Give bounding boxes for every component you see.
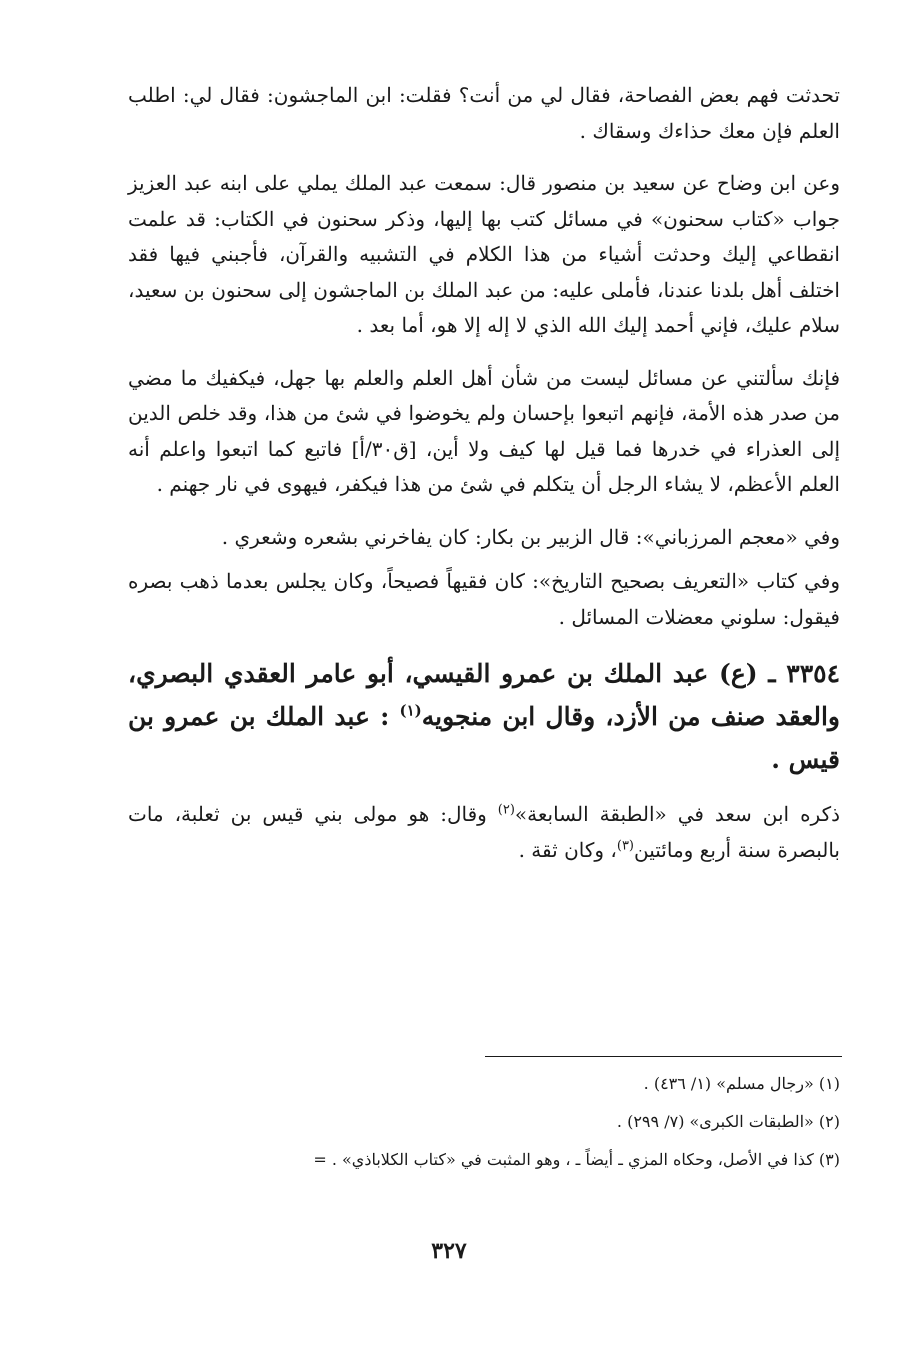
entry-text-part-3: ، وكان ثقة . xyxy=(518,837,617,862)
entry-text-part-2: وقال: هو مولى بني قيس بن ثعلبة، مات بالبصرة سنة أربع ومائتين xyxy=(128,802,840,862)
entry-heading-tail: : عبد الملك بن عمرو بن قيس . xyxy=(128,702,840,774)
footnote-2: (٢) «الطبقات الكبرى» (٧/ ٢٩٩) . xyxy=(616,1112,840,1131)
footnote-ref-1: (١) xyxy=(399,701,422,720)
footnote-3: (٣) كذا في الأصل، وحكاه المزي ـ أيضاً ـ ، وهو المثبت في «كتاب الكلاباذي» . = xyxy=(313,1150,840,1169)
body-paragraph-2: وعن ابن وضاح عن سعيد بن منصور قال: سمعت عبد الملك يملي على ابنه عبد العزيز جواب «كتاب سحنون» في مسائل كتب بها إليها، وذكر سحنون في الكتاب: قد علمت انقطاعي إليك وحدثت أشياء من هذا الكلام في التشبيه والقرآن، فأجبني فيها فقد اختلف أهل بلدنا عندنا، فأملى عليه: من عبد الملك بن الماجشون إلى سحنون بن سعيد، سلام عليك، فإني أحمد إليك الله الذي لا إله إلا هو، أما بعد . xyxy=(128,171,840,337)
body-paragraph-3: فإنك سألتني عن مسائل ليست من شأن أهل العلم والعلم بها جهل، فيكفيك ما مضي من صدر هذه الأمة، فإنهم اتبعوا بإحسان ولم يخوضوا في شئ من هذا، وقد خلص الدين إلى العذراء في خدرها فما قيل لها كيف ولا أين، [ق٣٠/أ] فاتبع كما اتبعوا واعلم أنه العلم الأعظم، لا يشاء الرجل أن يتكلم في شئ من هذا فيكفر، فيهوى في نار جهنم . xyxy=(128,365,841,496)
entry-text-part-1: ذكره ابن سعد في «الطبقة السابعة» xyxy=(514,802,841,826)
entry-heading xyxy=(128,652,840,781)
body-paragraph-1: تحدثت فهم بعض الفصاحة، فقال لي من أنت؟ فقلت: ابن الماجشون: فقال لي: اطلب العلم فإن معك حذاءك وسقاك . xyxy=(128,83,840,143)
footnote-divider xyxy=(485,1056,842,1057)
page-body xyxy=(128,78,840,885)
body-paragraph-5: وفي كتاب «التعريف بصحيح التاريخ»: كان فقيهاً فصيحاً، وكان يجلس بعدما ذهب بصره فيقول: سلوني معضلات المسائل . xyxy=(128,569,840,629)
footnote-1: (١) «رجال مسلم» (١/ ٤٣٦) . xyxy=(643,1074,840,1093)
page-number: ٣٢٧ xyxy=(431,1238,467,1264)
entry-text xyxy=(128,797,840,868)
footnote-ref-2: (٢) xyxy=(497,802,515,818)
footnotes xyxy=(128,1072,840,1186)
entry-heading-text: ٣٣٥٤ ـ (ع) عبد الملك بن عمرو القيسي، أبو عامر العقدي البصري، والعقد صنف من الأزد، وقال ابن منجويه xyxy=(128,659,840,731)
body-paragraph-4: وفي «معجم المرزباني»: قال الزبير بن بكار: كان يفاخرني بشعره وشعري . xyxy=(221,524,840,549)
footnote-ref-3: (٣) xyxy=(616,837,634,853)
